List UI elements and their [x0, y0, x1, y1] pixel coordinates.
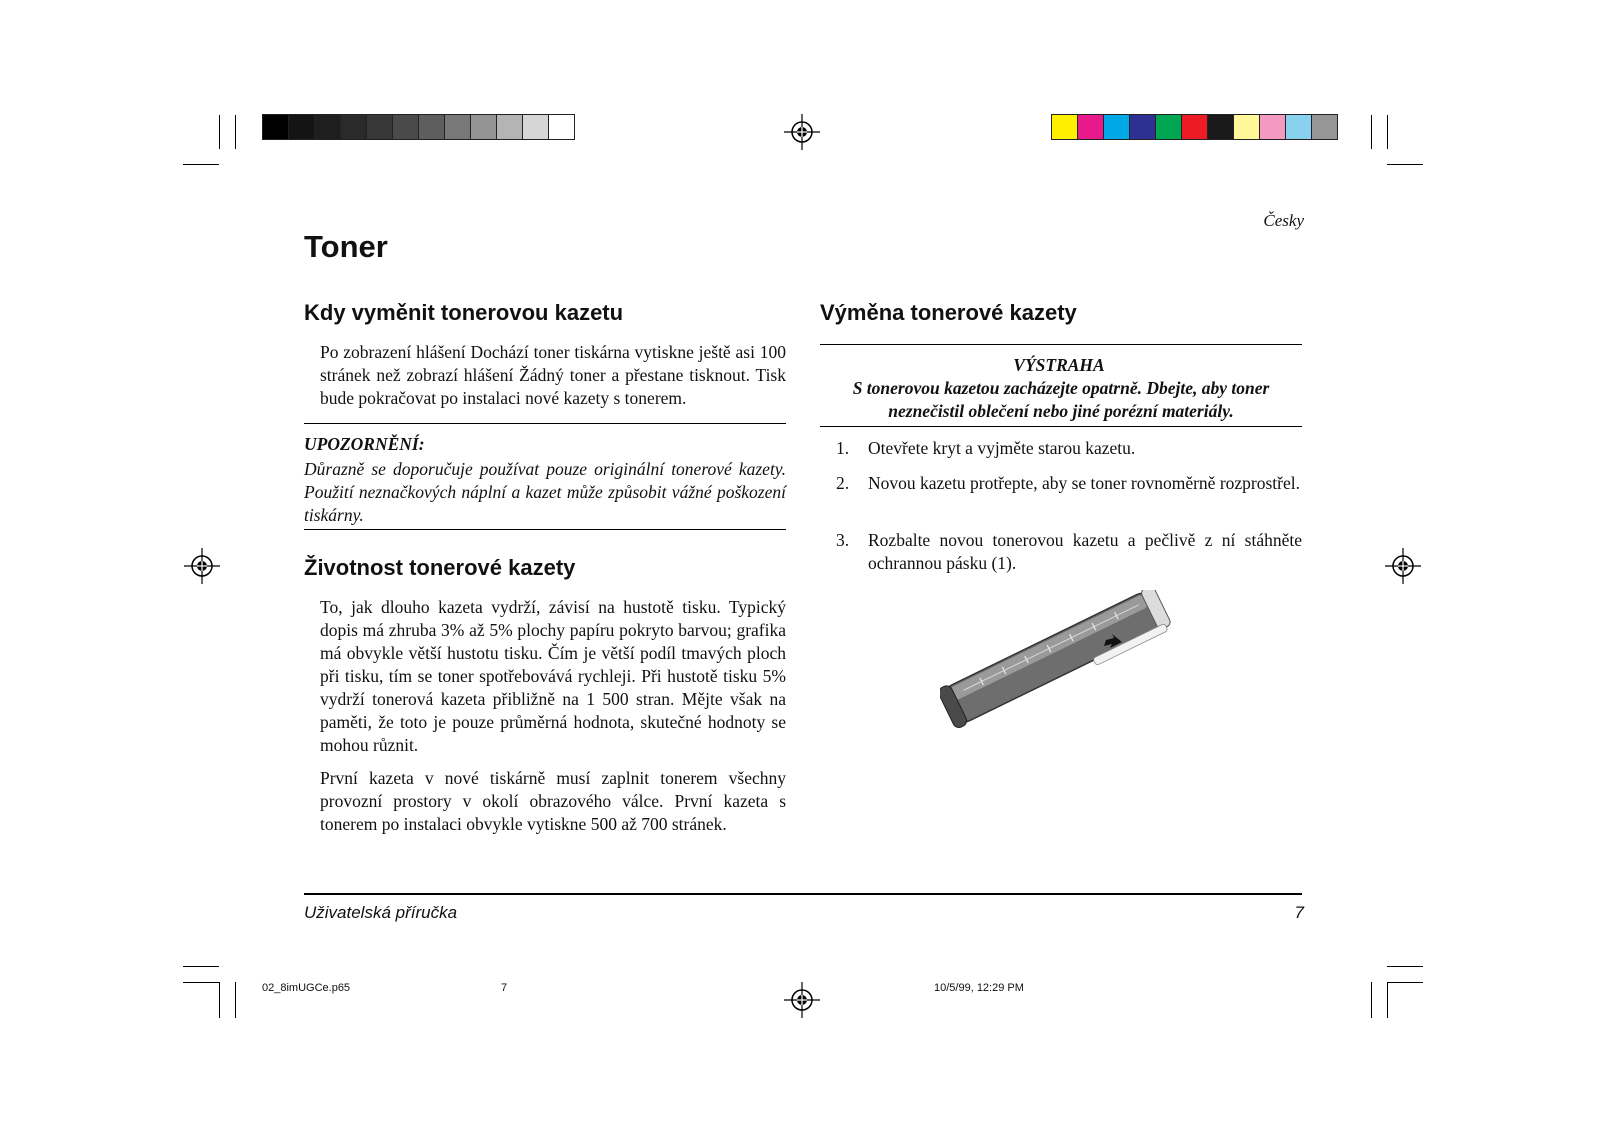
color-calibration-bar [1051, 114, 1338, 140]
crop-mark-bottom-right-h2 [1387, 982, 1423, 983]
step-item [836, 437, 1302, 460]
slug-filename: 02_8imUGCe.p65 [262, 982, 351, 994]
step-item [836, 472, 1302, 495]
color-swatch [1208, 115, 1234, 139]
section-paragraph-toner-lifetime-2: První kazeta v nové tiskárně musí zaplnit tonerem všechny provozní prostory v okolí obrazového válce. První kazeta s tonerem po instalaci obvykle vytiskne 500 až 700 stránek. [320, 768, 786, 834]
step-number: 2. [836, 473, 850, 493]
slug-page: 7 [501, 982, 508, 994]
color-swatch [1104, 115, 1130, 139]
color-swatch [523, 115, 549, 139]
color-swatch [263, 115, 289, 139]
step-item [836, 529, 1302, 575]
color-swatch [289, 115, 315, 139]
divider [304, 529, 786, 530]
color-swatch [1260, 115, 1286, 139]
step-text: Novou kazetu protřepte, aby se toner rovnoměrně rozprostřel. [868, 473, 1300, 493]
section-paragraph-when-to-replace: Po zobrazení hlášení Dochází toner tiskárna vytiskne ještě asi 100 stránek než zobrazí hlášení Žádný toner a přestane tisknout. Tisk bude pokračovat po instalaci nové kazety s tonerem. [320, 342, 786, 408]
divider [820, 426, 1302, 427]
page-title: Toner [304, 229, 388, 264]
section-heading-toner-lifetime: Životnost tonerové kazety [304, 555, 576, 580]
crop-mark-bottom-right-v2 [1371, 982, 1372, 1018]
color-swatch [549, 115, 574, 139]
crop-mark-top-right-v [1387, 115, 1388, 149]
color-swatch [471, 115, 497, 139]
color-swatch [367, 115, 393, 139]
crop-mark-top-right-h [1387, 164, 1423, 165]
notice-title: UPOZORNĚNÍ: [304, 434, 425, 454]
crop-mark-bottom-right-h [1387, 966, 1423, 967]
step-number: 3. [836, 530, 850, 550]
color-swatch [315, 115, 341, 139]
footer-divider [304, 893, 1302, 895]
color-swatch [419, 115, 445, 139]
registration-mark-icon [784, 114, 820, 150]
color-swatch [1156, 115, 1182, 139]
warning-title: VÝSTRAHA [1013, 355, 1105, 375]
color-swatch [1312, 115, 1337, 139]
crop-mark-bottom-left-h2 [183, 982, 219, 983]
crop-mark-bottom-left-v [219, 982, 220, 1018]
crop-mark-top-right-v2 [1371, 115, 1372, 149]
color-swatch [445, 115, 471, 139]
grayscale-calibration-bar [262, 114, 575, 140]
slug-date: 10/5/99, 12:29 PM [934, 982, 1024, 994]
divider [820, 344, 1302, 345]
color-swatch [393, 115, 419, 139]
registration-mark-icon [1385, 548, 1421, 584]
color-swatch [1286, 115, 1312, 139]
color-swatch [497, 115, 523, 139]
color-swatch [1234, 115, 1260, 139]
color-swatch [341, 115, 367, 139]
notice-text: Důrazně se doporučuje používat pouze originální tonerové kazety. Použití neznačkových náplní a kazet může způsobit vážné poškození tiskárny. [304, 459, 786, 525]
footer-title: Uživatelská příručka [304, 903, 458, 922]
warning-text: S tonerovou kazetou zacházejte opatrně. Dbejte, aby toner neznečistil oblečení nebo jiné porézní materiály. [852, 378, 1270, 421]
divider [304, 423, 786, 424]
crop-mark-bottom-right-v [1387, 982, 1388, 1018]
page-number: 7 [1294, 903, 1304, 922]
crop-mark-top-left-h [183, 164, 219, 165]
crop-mark-top-left-v2 [235, 115, 236, 149]
color-swatch [1182, 115, 1208, 139]
section-heading-toner-replacement: Výměna tonerové kazety [820, 300, 1077, 325]
section-paragraph-toner-lifetime-1: To, jak dlouho kazeta vydrží, závisí na hustotě tisku. Typický dopis má zhruba 3% až 5% plochy papíru pokryto barvou; grafika má obvykle větší hustotu tisku. Čím je větší podíl tmavých ploch při tisku, tím se toner spotřebovává rychleji. Při hustotě tisku 5% vydrží tonerová kazeta přibližně na 1 500 stran. Mějte však na paměti, že toto je pouze průměrná hodnota, skutečné hodnoty se mohou různit. [320, 597, 786, 755]
color-swatch [1130, 115, 1156, 139]
registration-mark-icon [184, 548, 220, 584]
color-swatch [1052, 115, 1078, 139]
color-swatch [1078, 115, 1104, 139]
language-label: Česky [1263, 211, 1304, 230]
step-text: Otevřete kryt a vyjměte starou kazetu. [868, 438, 1136, 458]
crop-mark-top-left-v [219, 115, 220, 149]
crop-mark-bottom-left-v2 [235, 982, 236, 1018]
crop-mark-bottom-left-h [183, 966, 219, 967]
section-heading-when-to-replace: Kdy vyměnit tonerovou kazetu [304, 300, 624, 325]
step-text: Rozbalte novou tonerovou kazetu a pečlivě z ní stáhněte ochrannou pásku (1). [868, 530, 1302, 573]
toner-cartridge-illustration [940, 590, 1180, 730]
registration-mark-icon [784, 982, 820, 1018]
step-number: 1. [836, 438, 850, 458]
